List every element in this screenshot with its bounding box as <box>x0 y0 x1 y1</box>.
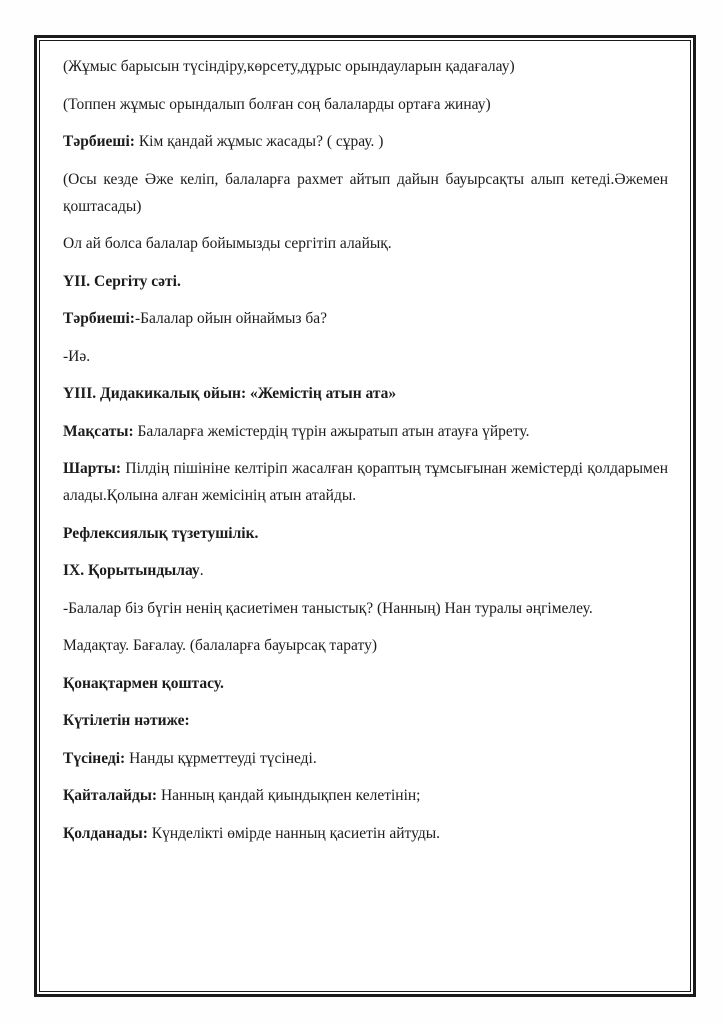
doc-paragraph <box>63 128 668 155</box>
doc-paragraph <box>63 380 668 407</box>
doc-text-bold: Түсінеді: <box>63 749 126 767</box>
doc-text: Балаларға жемістердің түрін ажыратып атын атауға үйрету. <box>133 422 530 440</box>
doc-text: Мадақтау. Бағалау. (балаларға бауырсақ тарату) <box>63 637 377 654</box>
doc-paragraph <box>63 595 668 622</box>
doc-paragraph <box>63 670 668 697</box>
doc-text-bold: Мақсаты: <box>63 422 134 440</box>
doc-paragraph <box>63 230 668 257</box>
doc-text: (Топпен жұмыс орындалып болған соң балаларды ортаға жинау) <box>63 95 491 113</box>
doc-paragraph <box>63 305 668 332</box>
page-border-frame <box>34 35 696 997</box>
doc-paragraph <box>63 268 668 295</box>
doc-paragraph <box>63 557 668 584</box>
doc-text-bold: Тәрбиеші: <box>63 133 135 150</box>
doc-paragraph <box>63 166 668 220</box>
doc-paragraph <box>63 455 668 509</box>
doc-text: Нанның қандай қиындықпен келетінін; <box>157 787 421 804</box>
doc-text-bold: Тәрбиеші: <box>63 310 135 327</box>
doc-paragraph <box>63 418 668 445</box>
doc-text: Күнделікті өмірде нанның қасиетін айтуды. <box>147 824 441 842</box>
doc-text: -Иә. <box>63 347 91 365</box>
doc-text: (Жұмыс барысын түсіндіру,көрсету,дұрыс орындауларын қадағалау) <box>63 58 515 75</box>
doc-text: Кім қандай жұмыс жасады? ( сұрау. ) <box>134 133 384 150</box>
doc-text-bold: ІХ. Қорытындылау <box>63 562 200 579</box>
page-border-inner-line <box>39 40 691 992</box>
doc-paragraph <box>63 53 668 80</box>
doc-text: . <box>199 562 204 579</box>
doc-paragraph <box>63 820 668 847</box>
doc-text: Пілдің пішініне келтіріп жасалған қораптың тұмсығынан жемістерді қолдарымен алады.Қолына алған жемісінің атын атайды. <box>63 460 668 504</box>
doc-text: Ол ай болса балалар бойымызды сергітіп алайық. <box>63 235 392 252</box>
doc-paragraph <box>63 343 668 370</box>
doc-paragraph <box>63 520 668 547</box>
doc-text-bold: ҮІІ. Сергіту сәті. <box>63 272 181 290</box>
doc-text-bold: Қонақтармен қоштасу. <box>63 674 224 692</box>
doc-text-bold: Қолданады: <box>63 824 148 842</box>
doc-text: (Осы кезде Әже келіп, балаларға рахмет айтып дайын бауырсақты алып кетеді.Әжемен қоштасады) <box>63 170 668 215</box>
doc-text-bold: ҮІІІ. Дидакикалық ойын: «Жемістің атын ата» <box>63 385 397 402</box>
doc-paragraph <box>63 707 668 734</box>
doc-paragraph <box>63 91 668 118</box>
doc-text: Нанды құрметтеуді түсінеді. <box>125 749 317 767</box>
doc-text: -Балалар ойын ойнаймыз ба? <box>134 310 328 327</box>
doc-text: -Балалар біз бүгін ненің қасиетімен таныстық? (Нанның) Нан туралы әңгімелеу. <box>63 599 593 617</box>
document-body <box>40 41 690 869</box>
doc-text-bold: Рефлексиялық түзетушілік. <box>63 524 259 542</box>
doc-text-bold: Қайталайды: <box>63 787 158 804</box>
doc-paragraph <box>63 782 668 809</box>
doc-text-bold: Шарты: <box>63 460 122 477</box>
doc-paragraph <box>63 632 668 659</box>
doc-text-bold: Күтілетін нәтиже: <box>63 712 190 729</box>
doc-paragraph <box>63 745 668 772</box>
